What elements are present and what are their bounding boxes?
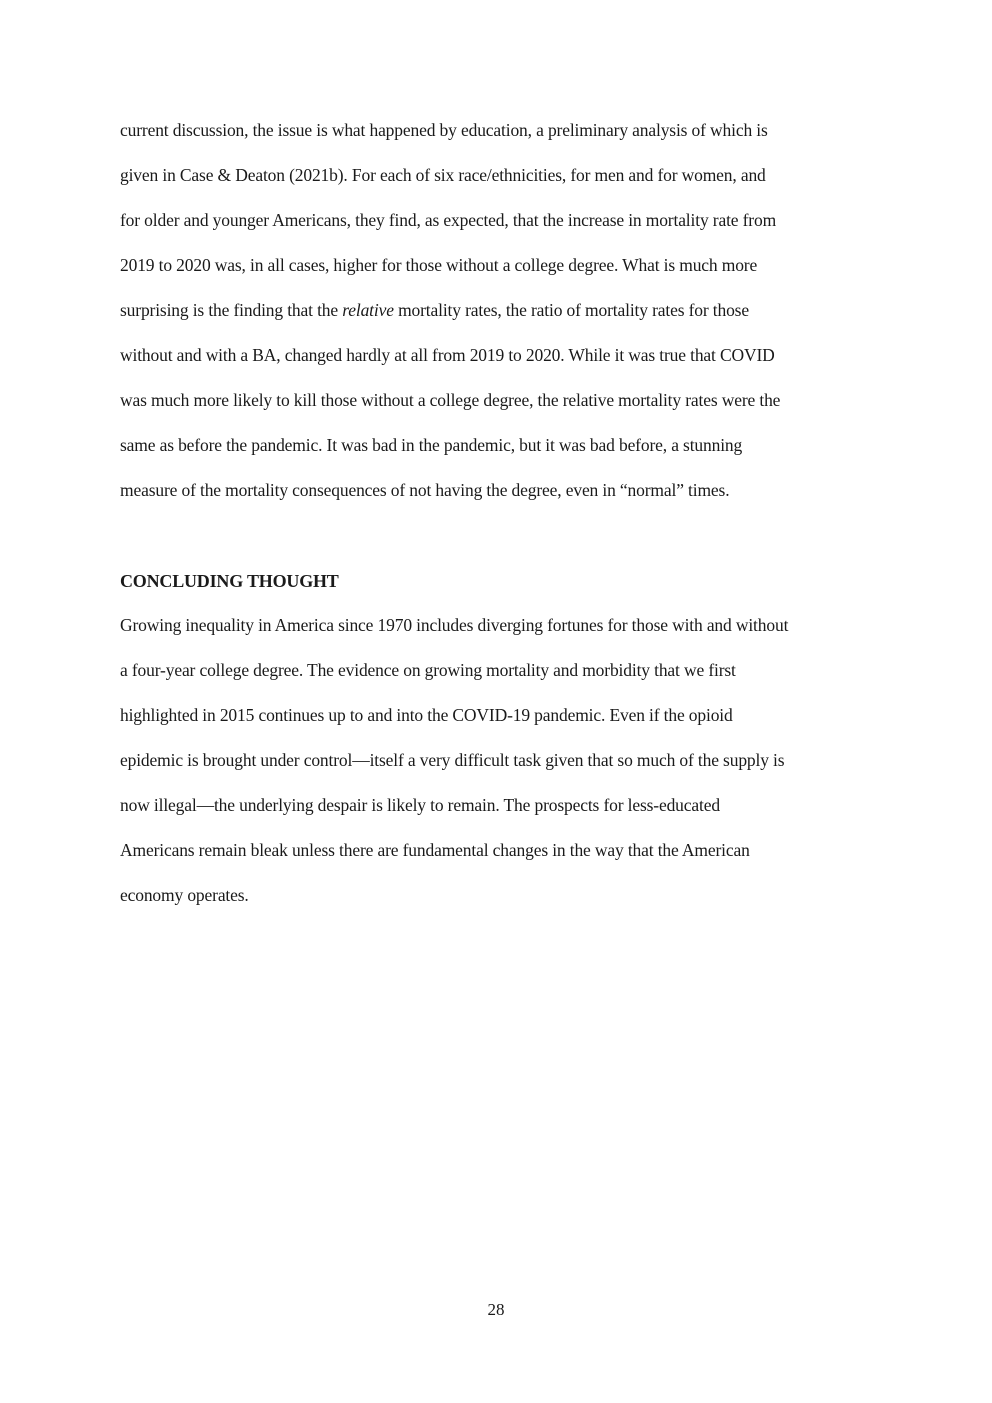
paragraph-line	[120, 288, 880, 333]
body-paragraph-1	[120, 108, 880, 513]
paragraph-line: epidemic is brought under control—itself a very difficult task given that so much of the supply is	[120, 750, 785, 770]
paragraph-line: without and with a BA, changed hardly at all from 2019 to 2020. While it was true that COVID	[120, 345, 775, 365]
body-paragraph-2	[120, 603, 880, 918]
paragraph-line: for older and younger Americans, they find, as expected, that the increase in mortality rate from	[120, 210, 777, 230]
paragraph-line: same as before the pandemic. It was bad in the pandemic, but it was bad before, a stunning	[120, 435, 743, 455]
paragraph-line: Growing inequality in America since 1970 includes diverging fortunes for those with and without	[120, 615, 789, 635]
text-run: surprising is the finding that the	[120, 300, 343, 320]
paragraph-line: economy operates.	[120, 885, 249, 905]
paragraph-line: highlighted in 2015 continues up to and into the COVID-19 pandemic. Even if the opioid	[120, 705, 733, 725]
section-heading: CONCLUDING THOUGHT	[120, 571, 339, 591]
italic-emphasis: relative	[342, 300, 394, 320]
paragraph-line: given in Case & Deaton (2021b). For each of six race/ethnicities, for men and for women, and	[120, 165, 766, 185]
paragraph-line: Americans remain bleak unless there are fundamental changes in the way that the American	[120, 840, 750, 860]
page-number: 28	[487, 1300, 505, 1319]
paragraph-line: a four-year college degree. The evidence on growing mortality and morbidity that we first	[120, 660, 736, 680]
paragraph-line: measure of the mortality consequences of not having the degree, even in “normal” times.	[120, 480, 730, 500]
paragraph-line: was much more likely to kill those without a college degree, the relative mortality rates were the	[120, 390, 781, 410]
text-run: mortality rates, the ratio of mortality rates for those	[393, 300, 749, 320]
paragraph-line: 2019 to 2020 was, in all cases, higher for those without a college degree. What is much more	[120, 255, 758, 275]
paragraph-line: now illegal—the underlying despair is likely to remain. The prospects for less-educated	[120, 795, 720, 815]
paragraph-line: current discussion, the issue is what happened by education, a preliminary analysis of which is	[120, 120, 768, 140]
